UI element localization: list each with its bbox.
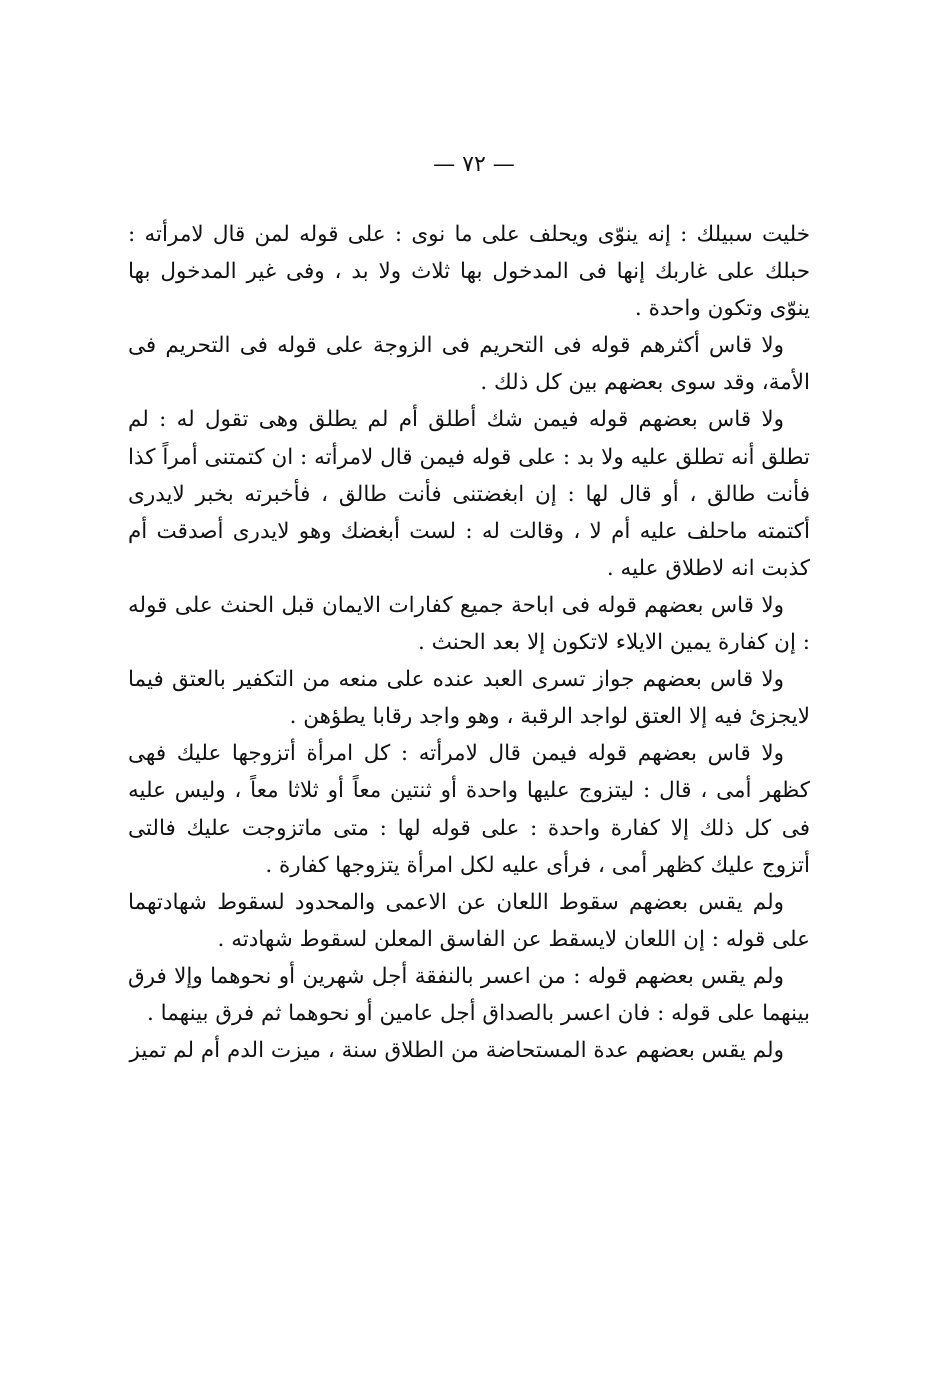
paragraph: ولا قاس بعضهم جواز تسرى العبد عنده على منعه من التكفير بالعتق فيما لايجزئ فيه إلا العتق لواجد الرقبة ، وهو واجد رقابا يطؤهن .	[128, 667, 810, 730]
paragraph: خليت سبيلك : إنه ينوّى ويحلف على ما نوى : على قوله لمن قال لامرأته : حبلك على غاربك إنها فى المدخول بها ثلاث ولا بد ، وفى غير المدخول بها ينوّى وتكون واحدة .	[128, 222, 810, 322]
paragraph: ولم يقس بعضهم سقوط اللعان عن الاعمى والمحدود لسقوط شهادتهما على قوله : إن اللعان لايسقط عن الفاسق المعلن لسقوط شهادته .	[128, 889, 810, 952]
paragraph: ولا قاس بعضهم قوله فيمن شك أطلق أم لم يطلق وهى تقول له : لم تطلق أنه تطلق عليه ولا بد : على قوله فيمن قال لامرأته : ان كتمتنى أمراً كذا فأنت طالق ، أو قال لها : إن ابغضتنى فأنت طالق ، فأخبرته بخبر لايدرى أكتمته ماحلف عليه أم لا ، وقالت له : لست أبغضك وهو لايدرى أصدقت أم كذبت انه لاطلاق عليه .	[128, 407, 810, 581]
paragraph: ولا قاس أكثرهم قوله فى التحريم فى الزوجة على قوله فى التحريم فى الأمة، وقد سوى بعضهم بين كل ذلك .	[128, 333, 810, 396]
paragraph: ولا قاس بعضهم قوله فى اباحة جميع كفارات الايمان قبل الحنث على قوله : إن كفارة يمين الايلاء لاتكون إلا بعد الحنث .	[128, 592, 810, 656]
paragraph: ولا قاس بعضهم قوله فيمن قال لامرأته : كل امرأة أتزوجها عليك فهى كظهر أمى ، قال : ليتزوج عليها واحدة أو ثنتين معاً أو ثلاثا معاً ، وليس عليه فى كل ذلك إلا كفارة واحدة : على قوله لها : متى ماتزوجت عليك فالتى أتزوج عليك كظهر أمى ، فرأى عليه لكل امرأة يتزوجها كفارة .	[128, 741, 810, 878]
paragraph: ولم يقس بعضهم قوله : من اعسر بالنفقة أجل شهرين أو نحوهما وإلا فرق بينهما على قوله : فان اعسر بالصداق أجل عامين أو نحوهما ثم فرق بينهما .	[128, 963, 810, 1026]
paragraph: ولم يقس بعضهم عدة المستحاضة من الطلاق سنة ، ميزت الدم أم لم تميز	[129, 1038, 784, 1064]
page-number: — ٧٢ —	[433, 152, 515, 177]
body-text	[128, 216, 810, 1069]
